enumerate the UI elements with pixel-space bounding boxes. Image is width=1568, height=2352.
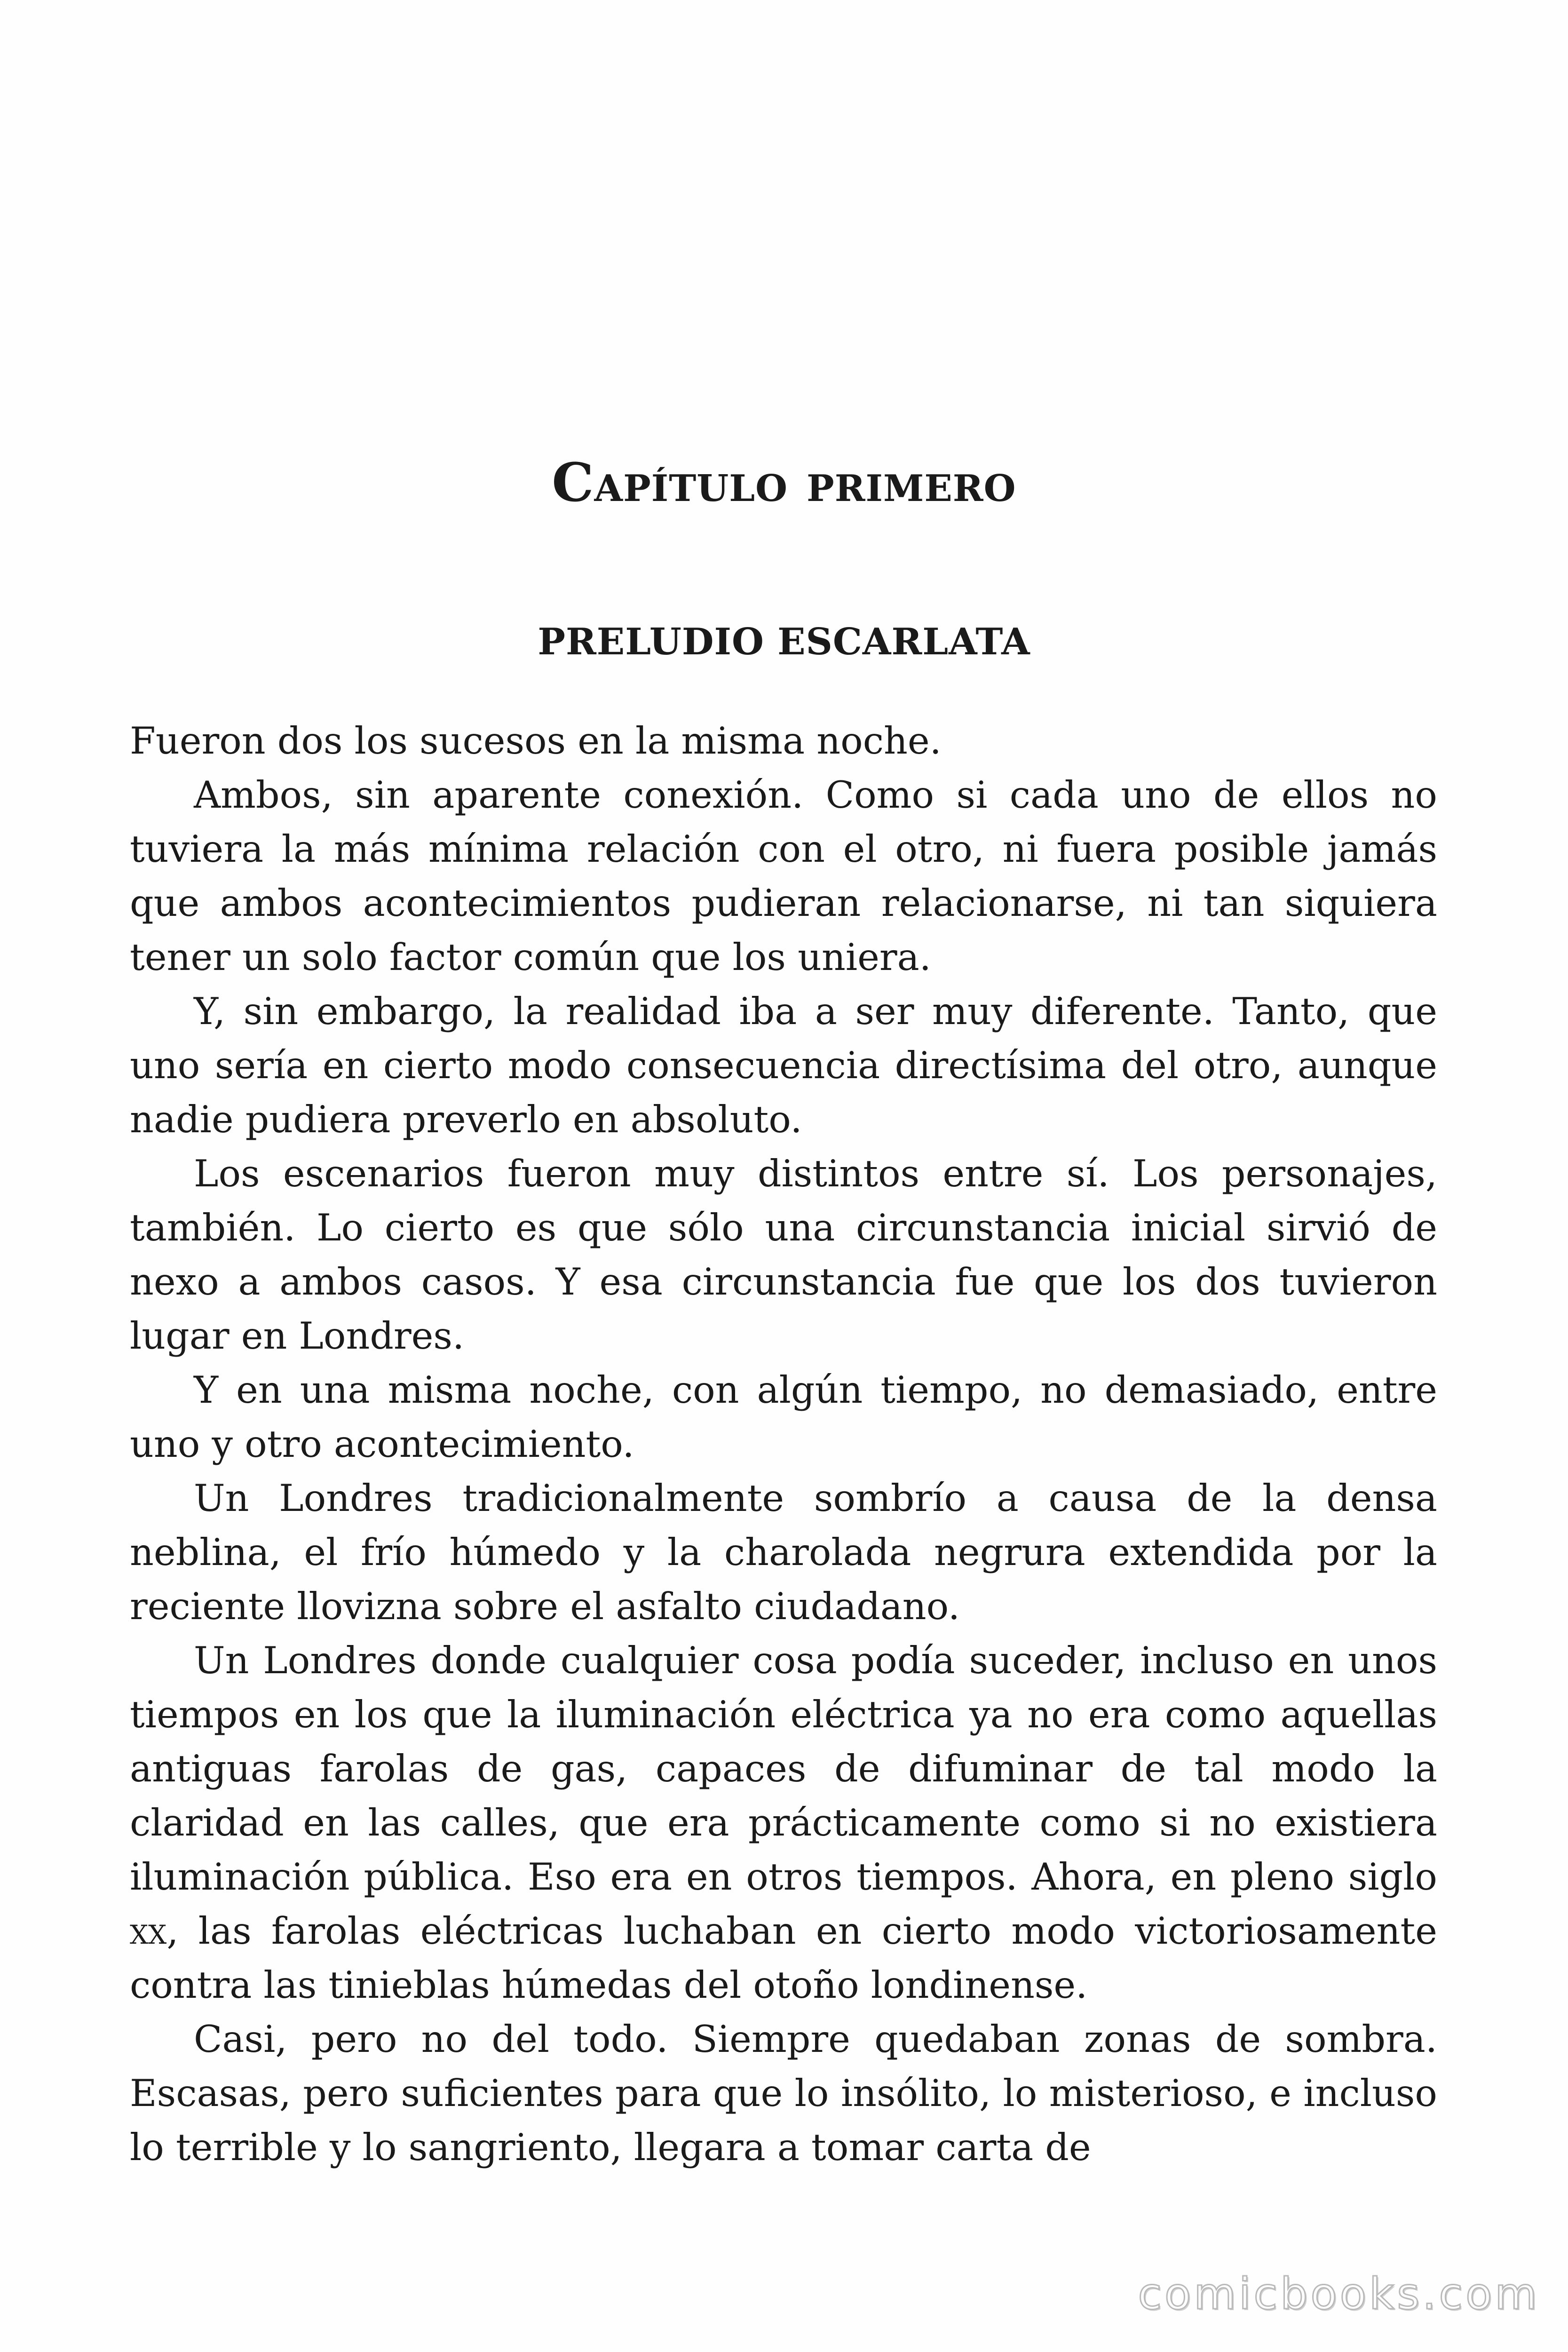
watermark: comicbooks.com bbox=[1138, 2269, 1540, 2319]
paragraph: Casi, pero no del todo. Siempre quedaban zonas de sombra. Escasas, pero suficientes para que lo insólito, lo misterioso, e incluso lo terrible y lo sangriento, llegara a tomar carta de bbox=[130, 2018, 1437, 2169]
century-numeral: xx bbox=[130, 1909, 167, 1953]
body-text bbox=[130, 714, 1437, 2175]
chapter-title: Capítulo primero bbox=[552, 452, 1016, 514]
paragraph: Un Londres tradicionalmente sombrío a causa de la densa neblina, el frío húmedo y la charolada negrura extendida por la reciente llovizna sobre el asfalto ciudadano. bbox=[130, 1477, 1437, 1628]
paragraph bbox=[130, 1634, 1437, 2012]
paragraph-text: Un Londres donde cualquier cosa podía suceder, incluso en unos tiempos en los que la iluminación eléctrica ya no era como aquellas antiguas farolas de gas, capaces de difuminar de tal modo la claridad en las calles, que era prácticamente como si no existiera iluminación pública. Eso era en otros tiempos. Ahora, en pleno siglo bbox=[130, 1639, 1437, 1899]
paragraph: Los escenarios fueron muy distintos entre sí. Los personajes, también. Lo cierto es que sólo una circunstancia inicial sirvió de nexo a ambos casos. Y esa circunstancia fue que los dos tuvieron lugar en Londres. bbox=[130, 1152, 1437, 1358]
paragraph-text: , las farolas eléctricas luchaban en cierto modo victoriosamente contra las tinieblas húmedas del otoño londinense. bbox=[130, 1909, 1437, 2007]
chapter-subtitle: PRELUDIO ESCARLATA bbox=[538, 620, 1030, 663]
paragraph: Y en una misma noche, con algún tiempo, no demasiado, entre uno y otro acontecimiento. bbox=[130, 1368, 1437, 1466]
paragraph: Ambos, sin aparente conexión. Como si cada uno de ellos no tuviera la más mínima relación con el otro, ni fuera posible jamás que ambos acontecimientos pudieran relacionarse, ni tan siquiera tener un solo factor común que los uniera. bbox=[130, 773, 1437, 979]
paragraph: Y, sin embargo, la realidad iba a ser muy diferente. Tanto, que uno sería en cierto modo consecuencia directísima del otro, aunque nadie pudiera preverlo en absoluto. bbox=[130, 990, 1437, 1141]
paragraph: Fueron dos los sucesos en la misma noche. bbox=[130, 719, 942, 763]
